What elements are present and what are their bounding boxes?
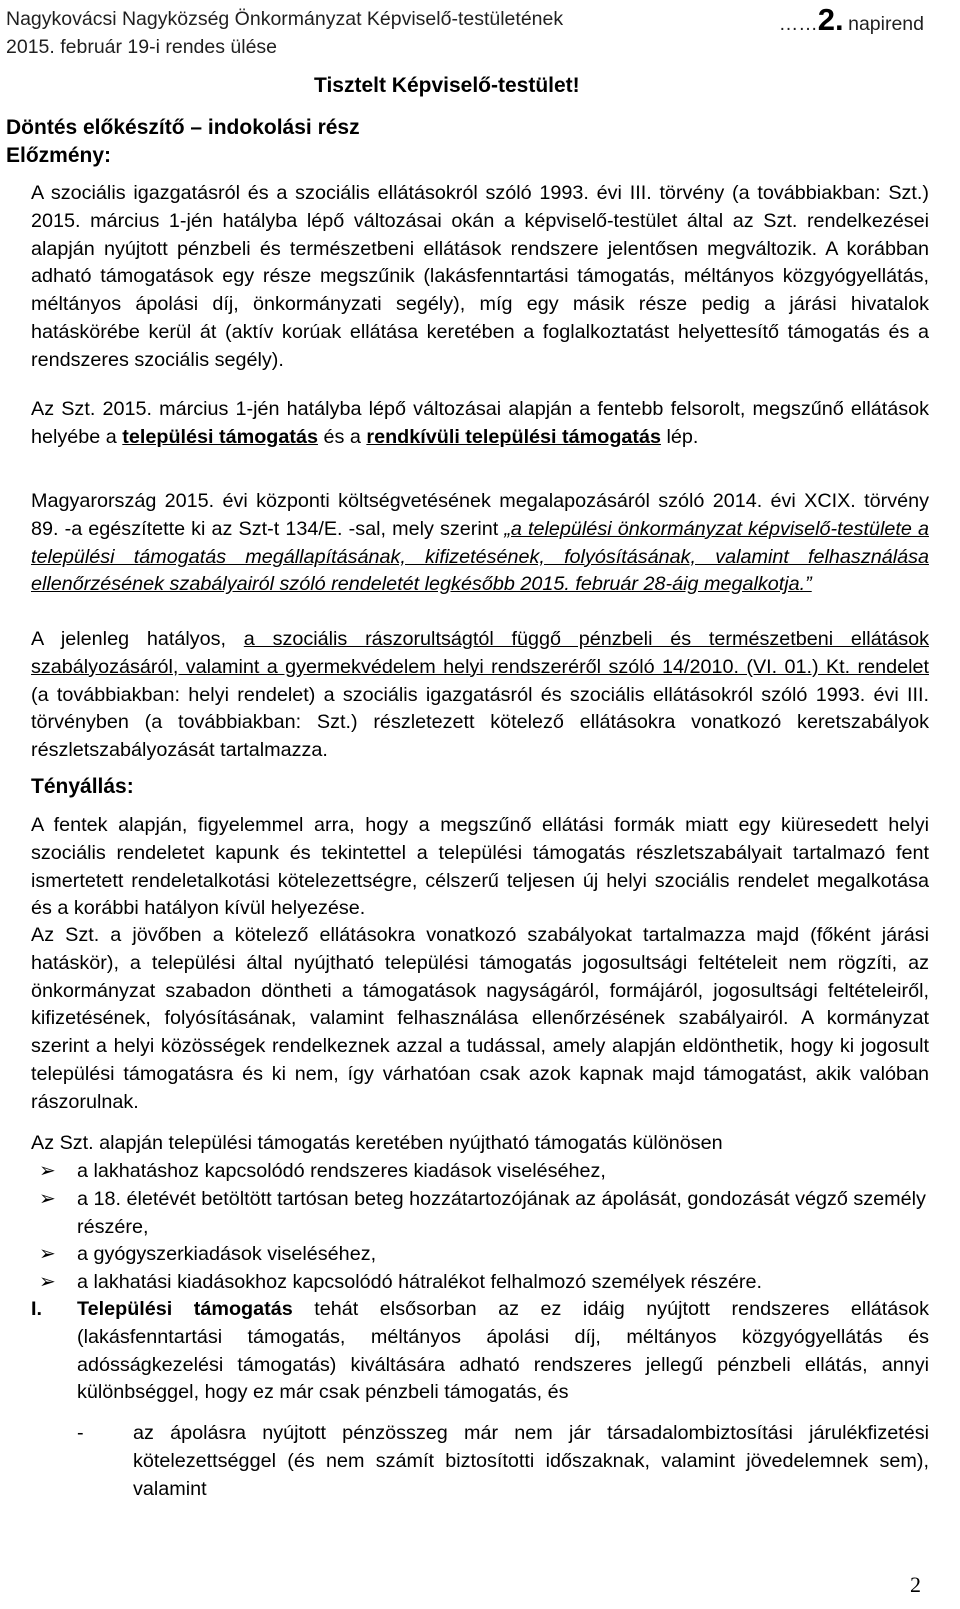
dash-item-paragraph: az ápolásra nyújtott pénzösszeg már nem jár társadalombiztosítási járulékfizetési kötelezettséggel (és nem számít biztosítotti időszaknak, valamint jövedelemnek sem), valamint bbox=[133, 1422, 929, 1500]
elozmeny-paragraph-3: Magyarország 2015. évi központi költségvetésének megalapozásáról szóló 2014. évi XCIX. törvény 89. -a egészítette ki az Szt-t 134/E. -sal, mely szerint „a települési önkormányzat képviselő-testülete a települési támogatás megállapításának, kifizetésének, folyósításának, valamint felhasználása ellenőrzésének szabályairól szóló rendeletét legkésőbb 2015. február 28-áig megalkotja.” bbox=[31, 490, 929, 596]
telepulesi-tamogatas-link: települési támogatás bbox=[122, 425, 318, 448]
legal-quote: „a települési önkormányzat képviselő-testülete a települési támogatás megállapításának, kifizetésének, folyósításának, valamint felhasználása ellenőrzésének szabályairól szóló rendeletét legkésőbb 2015. február 28-áig megalkotja.” bbox=[31, 517, 929, 596]
rendkivuli-tamogatas-link: rendkívüli települési támogatás bbox=[366, 425, 661, 448]
napirend-number: 2. bbox=[817, 2, 844, 37]
napirend-text: napirend bbox=[848, 13, 924, 35]
roman-numeral-label: I. bbox=[31, 1298, 42, 1320]
header-session-line: 2015. február 19-i rendes ülése bbox=[6, 36, 278, 58]
salutation: Tisztelt Képviselő-testület! bbox=[314, 74, 580, 97]
dash-bullet: - bbox=[77, 1422, 84, 1444]
tenyallas-paragraph-2: Az Szt. a jövőben a kötelező ellátásokra vonatkozó szabályokat tartalmazza majd (főként járási hatáskör), a települési által nyújtható települési támogatás jogosultsági feltételeit nem rögzíti, az önkormányzat szabadon döntheti a támogatások nagyságáról, formájáról, jogosultsági feltételeiről, kifizetésének, folyósításának, valamint felhasználása ellenőrzésének szabályairól. A kormányzat szerint a helyi közösségek rendelkeznek azzal a tudással, amely alapján eldönthetik, hogy ki jogosult települési támogatásra és ki nem, így várhatóan csak azok kapnak majd támogatást, akik valóban rászorulnak. bbox=[31, 924, 929, 1113]
list-item: ➢ a 18. életévét betöltött tartósan beteg hozzátartozójának az ápolását, gondozását végző személy részére, bbox=[39, 1187, 926, 1238]
heading-elozmeny: Előzmény: bbox=[6, 144, 112, 167]
header-org-line: Nagykovácsi Nagyközség Önkormányzat Képviselő-testületének bbox=[6, 8, 564, 30]
list-item: ➢ a lakhatási kiadásokhoz kapcsolódó hátralékot felhalmozó személyek részére. bbox=[31, 1269, 929, 1297]
elozmeny-paragraph-2: Az Szt. 2015. március 1-jén hatályba lépő változásai alapján a fentebb felsorolt, megszűnő ellátások helyébe a települési támogatás és a rendkívüli települési támogatás lép. bbox=[31, 398, 929, 448]
list-item: ➢ a gyógyszerkiadások viseléséhez, bbox=[31, 1241, 929, 1269]
elozmeny-paragraph-4: A jelenleg hatályos, a szociális rászorultságtól függő pénzbeli és természetbeni ellátások szabályozásáról, valamint a gyermekvédelem helyi rendszeréről szóló 14/2010. (VI. 01.) Kt. rendelet (a továbbiakban: helyi rendelet) a szociális igazgatásról és szociális ellátásokról szóló 1993. évi III. törvényben (a továbbiakban: Szt.) részletezett kötelező ellátásokra vonatkozó keretszabályok részletszabályozását tartalmazza. bbox=[31, 628, 929, 762]
heading-dontes: Döntés előkészítő – indokolási rész bbox=[6, 116, 360, 139]
napirend-label bbox=[779, 2, 924, 38]
support-type-list bbox=[31, 1158, 929, 1297]
napirend-dots: …… bbox=[778, 13, 818, 35]
helyi-rendelet-title: a szociális rászorultságtól függő pénzbeli és természetbeni ellátások szabályozásáról, valamint a gyermekvédelem helyi rendszeréről szóló 14/2010. (VI. 01.) Kt. rendelet bbox=[31, 628, 929, 678]
list-item: ➢ a lakhatáshoz kapcsolódó rendszeres kiadások viseléséhez, bbox=[31, 1158, 929, 1186]
heading-tenyallas: Tényállás: bbox=[31, 775, 134, 798]
roman-section-paragraph: Települési támogatás tehát elsősorban az ez idáig nyújtott rendszeres ellátások (lakásfenntartási támogatás, méltányos ápolási díj, méltányos közgyógyellátás és adósságkezelési támogatás) kiváltására adható rendszeres jellegű pénzbeli ellátás, annyi különbséggel, hogy ez már csak pénzbeli támogatás, és bbox=[77, 1298, 930, 1404]
page-number: 2 bbox=[910, 1572, 921, 1597]
elozmeny-paragraph-1: A szociális igazgatásról és a szociális ellátásokról szóló 1993. évi III. törvény (a továbbiakban: Szt.) 2015. március 1-jén hatályba lépő változásai okán a képviselő-testület által az Szt. rendelkezései alapján nyújtott pénzbeli és természetbeni ellátások rendszere jelentősen megváltozik. A korábban adható támogatások egy része megszűnik (lakásfenntartási támogatás, méltányos közgyógyellátás, méltányos ápolási díj, önkormányzati segély), míg egy másik része pedig a járási hivatalok hatáskörébe kerül át (aktív korúak ellátása keretében a foglalkoztatást helyettesítő támogatás és a rendszeres szociális segély). bbox=[31, 182, 929, 371]
arrow-bullet-icon: ➢ bbox=[39, 1160, 56, 1182]
arrow-bullet-icon: ➢ bbox=[39, 1187, 56, 1210]
arrow-bullet-icon: ➢ bbox=[39, 1243, 56, 1266]
tenyallas-paragraph-1: A fentek alapján, figyelemmel arra, hogy a megszűnő ellátási formák miatt egy kiüresedett helyi szociális rendeletet kapunk és tekintettel a települési támogatás részletszabályait tartalmazó fent ismertetett rendeletalkotási kötelezettségre, célszerű teljesen új helyi szociális rendelet megalkotása és a korábbi hatályon kívül helyezése. bbox=[31, 814, 929, 920]
tenyallas-paragraph-3: Az Szt. alapján települési támogatás keretében nyújtható támogatás különösen bbox=[31, 1132, 723, 1154]
arrow-bullet-icon: ➢ bbox=[39, 1271, 56, 1294]
